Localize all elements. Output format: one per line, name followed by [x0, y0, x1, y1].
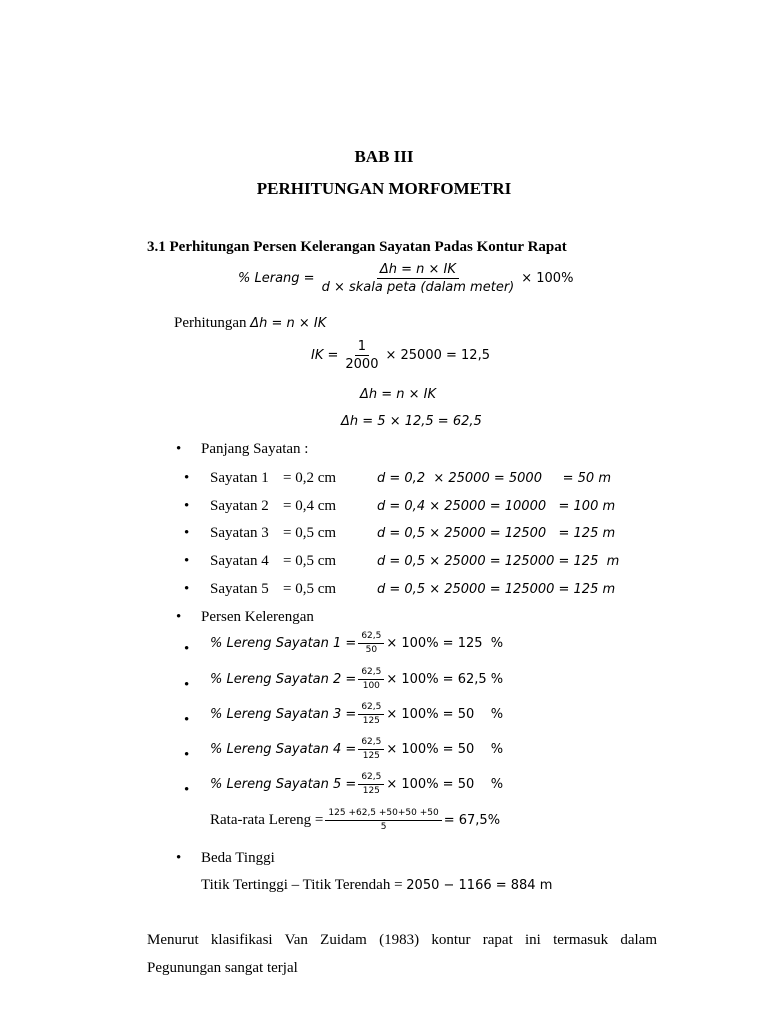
lereng-rhs: × 100% = 50 %: [386, 742, 504, 757]
sayatan-calc: d = 0,5 × 25000 = 12500 = 125 m: [377, 526, 616, 541]
sayatan-calc: d = 0,2 × 25000 = 5000 = 50 m: [377, 471, 611, 486]
sayatan-calc: d = 0,5 × 25000 = 125000 = 125 m: [377, 582, 616, 597]
sayatan-name: Sayatan 5: [210, 581, 269, 597]
calc-intro-math: Δh = n × IK: [250, 316, 327, 331]
bullet-icon: •: [184, 747, 190, 763]
rata-result: = 67,5%: [443, 813, 501, 828]
lereng-rhs: × 100% = 62,5 %: [386, 672, 504, 687]
lereng-row: [210, 632, 503, 655]
paragraph-line: Pegunungan sangat terjal: [147, 960, 298, 976]
sayatan-length: = 0,5 cm: [283, 525, 337, 541]
sayatan-length: = 0,5 cm: [283, 581, 337, 597]
bullet-icon: •: [184, 470, 190, 486]
ik-rhs: × 25000 = 12,5: [385, 348, 490, 363]
lereng-rhs: × 100% = 125 %: [386, 636, 504, 651]
sayatan-name: Sayatan 4: [210, 553, 269, 569]
beda-label: Beda Tinggi: [201, 850, 275, 866]
lereng-num: 62,5: [358, 632, 384, 644]
lereng-num: 62,5: [358, 773, 384, 785]
ik-denominator: 2000: [345, 357, 379, 372]
panjang-label: Panjang Sayatan :: [201, 441, 309, 457]
lereng-lhs: % Lereng Sayatan 2 =: [210, 672, 357, 687]
formula-lhs: % Lerang =: [238, 271, 315, 286]
sayatan-calc: d = 0,4 × 25000 = 10000 = 100 m: [377, 499, 616, 514]
bullet-icon: •: [176, 850, 182, 866]
bullet-icon: •: [184, 712, 190, 728]
sayatan-name: Sayatan 1: [210, 470, 269, 486]
bullet-icon: •: [184, 677, 190, 693]
dh-formula: Δh = n × IK: [360, 387, 437, 402]
lereng-fraction: [358, 738, 384, 761]
lereng-rhs: × 100% = 50 %: [386, 707, 504, 722]
titik-row: [201, 878, 552, 893]
bullet-icon: •: [184, 581, 190, 597]
sayatan-length: = 0,4 cm: [283, 498, 337, 514]
lereng-fraction: [358, 632, 384, 655]
dh-result: Δh = 5 × 12,5 = 62,5: [341, 414, 482, 429]
lereng-den: 125: [362, 751, 380, 761]
bullet-icon: •: [184, 641, 190, 657]
persen-label: Persen Kelerengan: [201, 609, 314, 625]
lereng-row: [210, 773, 503, 796]
lereng-lhs: % Lereng Sayatan 4 =: [210, 742, 357, 757]
rata-den: 5: [380, 822, 387, 832]
bullet-icon: •: [184, 498, 190, 514]
lereng-fraction: [358, 668, 384, 691]
ik-fraction: [342, 340, 381, 371]
rata-fraction: [325, 809, 441, 832]
lereng-num: 62,5: [358, 668, 384, 680]
formula-denominator: d × skala peta (dalam meter): [321, 280, 515, 295]
sayatan-length: = 0,2 cm: [283, 470, 337, 486]
section-heading: 3.1 Perhitungan Persen Kelerangan Sayatan Padas Kontur Rapat: [147, 239, 567, 255]
ik-formula: [311, 340, 490, 371]
lereng-den: 125: [362, 716, 380, 726]
sayatan-name: Sayatan 3: [210, 525, 269, 541]
lereng-lhs: % Lereng Sayatan 1 =: [210, 636, 357, 651]
lereng-rhs: × 100% = 50 %: [386, 777, 504, 792]
lereng-num: 62,5: [358, 703, 384, 715]
lereng-den: 100: [362, 681, 380, 691]
lereng-fraction: [358, 703, 384, 726]
bullet-icon: •: [176, 609, 182, 625]
chapter-heading: BAB III: [354, 147, 414, 166]
ik-lhs: IK =: [311, 348, 339, 363]
lereng-row: [210, 703, 503, 726]
formula-lerang: [238, 263, 573, 294]
lereng-row: [210, 668, 503, 691]
lereng-num: 62,5: [358, 738, 384, 750]
chapter-title: PERHITUNGAN MORFOMETRI: [256, 179, 512, 198]
sayatan-length: = 0,5 cm: [283, 553, 337, 569]
formula-fraction: [319, 263, 518, 294]
sayatan-name: Sayatan 2: [210, 498, 269, 514]
bullet-icon: •: [176, 441, 182, 457]
sayatan-calc: d = 0,5 × 25000 = 125000 = 125 m: [377, 554, 620, 569]
paragraph-line: Menurut klasifikasi Van Zuidam (1983) kontur rapat ini termasuk dalam: [147, 932, 657, 948]
calc-intro-text: Perhitungan: [174, 315, 251, 331]
lereng-lhs: % Lereng Sayatan 5 =: [210, 777, 357, 792]
rata-label: Rata-rata Lereng =: [210, 812, 324, 828]
bullet-icon: •: [184, 553, 190, 569]
lereng-row: [210, 738, 503, 761]
bullet-icon: •: [184, 525, 190, 541]
lereng-lhs: % Lereng Sayatan 3 =: [210, 707, 357, 722]
titik-label: Titik Tertinggi – Titik Terendah =: [201, 877, 407, 893]
titik-math: 2050 − 1166 = 884 m: [406, 878, 553, 893]
lereng-den: 125: [362, 786, 380, 796]
rata-num: 125 +62,5 +50+50 +50: [325, 809, 441, 821]
formula-rhs: × 100%: [521, 271, 574, 286]
calc-intro: [174, 316, 326, 331]
ik-numerator: 1: [355, 340, 369, 356]
lereng-fraction: [358, 773, 384, 796]
lereng-den: 50: [365, 645, 378, 655]
formula-numerator: Δh = n × IK: [377, 263, 459, 279]
bullet-icon: •: [184, 782, 190, 798]
rata-row: [210, 809, 500, 832]
